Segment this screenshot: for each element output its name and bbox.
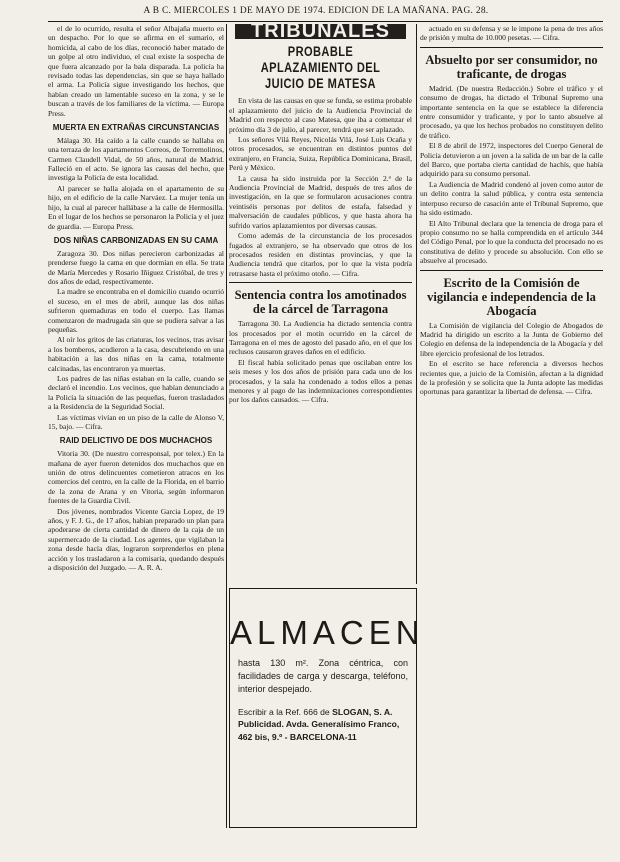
column-divider [416,24,417,584]
paragraph: Al oír los gritos de las criaturas, los vecinos, tras avisar a los bomberos, acudieron a la casa, descubriendo en una habitación a las dos niñas en la cama, totalmente calcinadas, las encontraron ya muertas. [48,335,224,373]
headline-tarragona: Sentencia contra los amotinados de la cárcel de Tarragona [234,288,407,317]
paragraph: Dos jóvenes, nombrados Vicente Garcia Lopez, de 19 años, y F. J. G., de 17 años, habian preparado un plan para apoderarse de cierta cantidad de dinero de la caja de un supermercado de la ciudad. Los agentes, que vigilaban la zona desde hacía días, lograron sorprenderlos en plena acción y los trasladaron a la comisaría, quedando después a disposición del Juzgado. — A. R. A. [48,506,224,573]
page-header: A B C. MIERCOLES 1 DE MAYO DE 1974. EDICION DE LA MAÑANA. PAG. 28. [143,6,489,16]
section-rule [420,47,603,48]
paragraph: Madrid. (De nuestra Redacción.) Sobre el tráfico y el consumo de drogas, ha dictado el Tribunal Supremo una importante sentencia en la que se establece la diferencia entre consumidor y traficante, y por lo tanto absuelve al procesado, ya que los hechos probados no constituyen delito de tráfico. [420,83,603,140]
paragraph: El fiscal había solicitado penas que oscilaban entre los seis meses y los dos años de prisión para cada uno de los procesados, y la sala ha condenado a todos ellos a penas menores y al pago de las indemnizaciones correspondientes por los daños causados. — Cifra. [229,357,412,405]
ad-title: ALMACEN [230,614,425,651]
paragraph: La Comisión de vigilancia del Colegio de Abogados de Madrid ha dirigido un escrito a la Junta de Gobierno del Colegio en defensa de la independencia de la Abogacía y del libre ejercicio profesional de los letrados. [420,320,603,358]
paragraph: Zaragoza 30. Dos niñas perecieron carbonizadas al prenderse fuego la cama en que dormían en ella. Se trata de María Mercedes y Rosario Iñiguez Cristóbal, de tres y dos años de edad, respectivamente. [48,248,224,286]
paragraph: Tarragona 30. La Audiencia ha dictado sentencia contra los procesados por el motín ocurrido en la cárcel de Tarragona en el mes de agosto del pasado año, en el que los reclusos causaron graves daños en el edificio. [229,319,412,357]
headline-muerta: MUERTA EN EXTRAÑAS CIRCUNSTANCIAS [52,123,220,133]
header-rule [48,21,603,22]
paragraph: Málaga 30. Ha caído a la calle cuando se hallaba en una terraza de los apartamentos Correos, de Torremolinos, Carmen Claudell Vidal, de 50 años, natural de Madrid. Falleció en el acto. Se ignora las causas del hecho, que investiga la Policía de esta localidad. [48,135,224,183]
column-right [420,24,603,828]
section-rule [420,270,603,271]
article-continuation: actuado en su defensa y se le impone la pena de tres años de prisión y multa de 10.000 pesetas. — Cifra. [420,24,603,43]
paragraph: La madre se encontraba en el domicilio cuando ocurrió el suceso, en el mes de abril, aunque las dos niñas sufrieron quemaduras en todo el cuerpo. Las llamas comenzaron de madrugada sin que se pudiera salvar a las pequeñas. [48,287,224,334]
paragraph: Las víctimas vivían en un piso de la calle de Alonso V, 15, bajo. — Cifra. [48,412,224,432]
paragraph: Al parecer se halla alojada en el apartamento de su hijo, en el edificio de la calle Narváez. La mujer tenía un hijo, la cual al parecer hallábase a la calle de Hermosilla. En el lugar de los hechos se personaron la Policía y el juez de guardia. — Europa Press. [48,183,224,231]
paragraph: La Audiencia de Madrid condenó al joven como autor de un delito contra la salud pública, y contra esta sentencia interpuso recurso de casación ante el Tribunal Supremo, que ha sido estimado. [420,179,603,218]
paragraph: En vista de las causas en que se funda, se estima probable el aplazamiento del juicio de la Audiencia Provincial de Madrid con respecto al caso Matesa, que iba a comenzar el próximo día 3 de julio, al parecer, tendrá que ser aplazado. [229,96,412,134]
headline-drogas: Absuelto por ser consumidor, no traficante, de drogas [425,52,598,81]
ad-contact-lead: Escribir a la Ref. 666 de [238,707,333,717]
paragraph: En el escrito se hace referencia a diversos hechos recientes que, a juicio de la Comisión, afectan a la dignidad de la profesión y se solicita que la Junta adopte las medidas oportunas para garantizar la libertad de defensa. — Cifra. [420,359,603,397]
paragraph: La causa ha sido instruida por la Sección 2.ª de la Audiencia Provincial de Madrid, después de tres años de investigación, en la que se formularon acusaciones contra veintiséis personas por delitos de estafa, falsedad y malversación de caudales públicos, y que hasta ahora ha sufrido varios aplazamientos por diversas causas. [229,173,412,230]
article-continuation: el de lo ocurrido, resulta el señor Albajaña muerto en un despacho. Por lo que se afirma en el sumario, el homicida, al cabo de los días, reconoció haber matado de un golpe al otro individuo, el cual existe la sospecha de que fuera alcanzado por la bala disparada. La policía ha revisado todas las dependencias, sin que se haya hallado el arma. La Policía sigue investigando los hechos, que habían creado un lamentable suceso en la zona, y se le buscan a través de los familiares de la víctima. — Europa Press. [48,24,224,118]
paragraph: Los señores Vilá Reyes, Nicolás Vilá, José Luis Ocaña y otros procesados, se encuentran en distintos puntos del extranjero, en Francia, Suiza, República Dominicana, Brasil, Perú y México. [229,135,412,173]
paragraph: Vitoria 30. (De nuestro corresponsal, por telex.) En la mañana de ayer fueron detenidos dos muchachos que en unión de otros delincuentes cometieron atracos en los comercios del centro, en la calle de la Florida, en el barrio de la zona de Arana y en Vitoria, según informaron fuentes de la Guardia Civil. [48,449,224,506]
column-divider [226,24,227,828]
paragraph: Como además de la circunstancia de los procesados fugados al extranjero, se ha observado que otros de los procesados residen en distintas provincias, y que la Audiencia tendrá que citarlos, por lo que la vista podría retrasarse hasta el próximo otoño. — Cifra. [229,231,412,278]
headline-raid: RAID DELICTIVO DE DOS MUCHACHOS [59,436,213,446]
headline-dos-ninas: DOS NIÑAS CARBONIZADAS EN SU CAMA [53,235,219,245]
paragraph: El Alto Tribunal declara que la tenencia de droga para el propio consumo no se halla comprendida en el artículo 344 del Código Penal, por lo que la conducta del procesado no es constitutiva de delito y procede su absolución. Con ello se absuelve al procesado. [420,218,603,266]
ad-contact-address: SLOGAN, S. A. Publicidad. Avda. Generalísimo Franco, 462 bis, 9.º - BARCELONA-11 [238,707,400,742]
ad-body: hasta 130 m². Zona céntrica, con facilidades de carga y descarga, teléfono, interior despejado. [238,658,408,694]
section-rule [229,282,412,283]
ad-contact [238,706,408,743]
headline-abogacia: Escrito de la Comisión de vigilancia e independencia de la Abogacía [427,275,596,318]
section-banner-tribunales: TRIBUNALES [235,24,406,39]
headline-matesa: PROBABLE APLAZAMIENTO DEL JUICIO DE MATESA [260,44,381,92]
column-left [48,24,224,828]
classified-ad-almacen [229,588,425,828]
paragraph: Los padres de las niñas estaban en la calle, cuando se declaró el incendio. Los vecinos, que habían denunciado a la Policía la situación de las pequeñas, fueron trasladados a la Residencia de la Seguridad Social. [48,374,224,412]
paragraph: El 8 de abril de 1972, inspectores del Cuerpo General de Policía detuvieron a un joven a la salida de un bar de la calle del Barco, que portaba cierta cantidad de hachís, que había adquirido para su consumo personal. [420,141,603,179]
